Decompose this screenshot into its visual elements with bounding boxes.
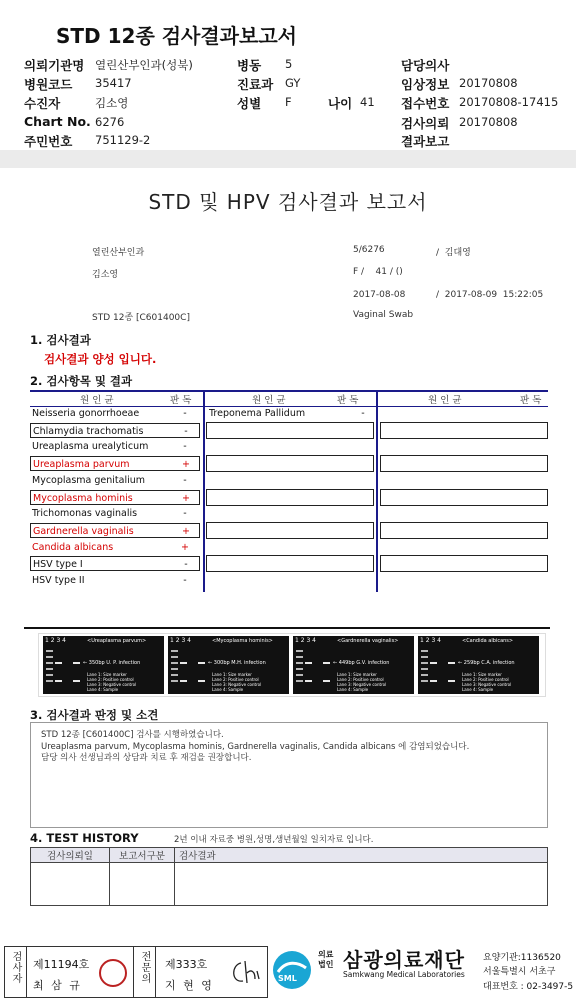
gel-band (180, 680, 187, 682)
gel-band (430, 662, 437, 664)
organism-name: Mycoplasma genitalium (32, 474, 146, 486)
gel-legend: Lane 1: Size marker Lane 2: Positive control Lane 3: Negative control Lane 4: Sample (87, 672, 137, 692)
empty-box (380, 522, 548, 539)
gel-band-label: ← 300bp M.H. infection (208, 660, 266, 666)
org-code: 요양기관:1136520 (483, 953, 561, 963)
gel-band (46, 674, 53, 676)
gel-title: <Mycoplasma hominis> (212, 638, 273, 644)
gel-lane-numbers: 1 2 3 4 (295, 637, 316, 644)
gel-rule (24, 627, 550, 629)
section4-title: 4. TEST HISTORY (30, 831, 139, 845)
sex-label: 성별 (237, 96, 262, 111)
gel-band (55, 680, 62, 682)
age-value: 41 (360, 95, 375, 109)
inspector-name: 최 삼 규 (33, 979, 82, 992)
gel-band (171, 680, 178, 682)
organism-row (30, 523, 200, 538)
gel-legend: Lane 1: Size marker Lane 2: Positive control Lane 3: Negative control Lane 4: Sample (462, 672, 512, 692)
organism-result: - (183, 408, 187, 419)
inspector-no: 제11194호 (33, 958, 90, 971)
gel-band (46, 668, 53, 670)
col2-result-header: 판 독 (337, 395, 359, 406)
dept-label: 진료과 (237, 77, 274, 92)
info-specimen: Vaginal Swab (353, 310, 414, 320)
gel-band (448, 662, 455, 664)
organism-row (30, 540, 200, 555)
empty-box (380, 455, 548, 472)
history-row (31, 863, 548, 906)
org-tel: 대표번호 : 02-3497-5 (483, 982, 574, 992)
empty-box (206, 422, 374, 439)
signature-box (4, 946, 268, 998)
opinion-line: Ureaplasma parvum, Mycoplasma hominis, Gardnerella vaginalis, Candida albicans 에 감염되었습니다. (41, 742, 470, 752)
organism-row (30, 439, 200, 454)
ward-label: 병동 (237, 58, 262, 73)
empty-box (206, 555, 374, 572)
gel-band (198, 680, 205, 682)
gel-photo (43, 636, 164, 694)
gel-band (421, 656, 428, 658)
history-table (30, 847, 548, 906)
gel-photo (168, 636, 289, 694)
reception-value: 20170808-17415 (459, 95, 559, 109)
gel-band (171, 674, 178, 676)
gel-band (296, 674, 303, 676)
organism-row (30, 556, 200, 571)
gel-band (421, 680, 428, 682)
gel-image-strip (38, 633, 546, 697)
empty-box (380, 422, 548, 439)
gel-band-label: ← 259bp C.A. infection (458, 660, 515, 666)
opinion-line: STD 12종 [C601400C] 검사를 시행하였습니다. (41, 730, 224, 740)
specialist-name: 지 현 영 (165, 979, 214, 992)
gel-band-label: ← 350bp U. P. infection (83, 660, 141, 666)
rrn-value: 751129-2 (95, 133, 151, 147)
gel-lane-numbers: 1 2 3 4 (170, 637, 191, 644)
organism-row (30, 473, 200, 488)
info-sex-age: F / 41 / () (353, 267, 403, 277)
gel-band (421, 650, 428, 652)
doctor-label: 담당의사 (401, 58, 450, 73)
age-label: 나이 (328, 96, 353, 111)
organism-name: HSV type II (32, 575, 85, 586)
col3-name-header: 원 인 균 (428, 395, 462, 406)
column-divider (203, 390, 205, 592)
organism-result: - (183, 508, 187, 520)
section1-title: 1. 검사결과 (30, 333, 91, 347)
history-header: 검사결과 (175, 848, 548, 863)
specialist-label: 전문의 (139, 951, 150, 984)
history-note: 2년 이내 자료중 병원,성명,생년월일 일치자료 입니다. (174, 835, 374, 845)
empty-box (380, 555, 548, 572)
org-address: 서울특별시 서초구 (483, 967, 556, 977)
separator-band (0, 150, 576, 168)
gel-band (46, 656, 53, 658)
gel-legend: Lane 1: Size marker Lane 2: Positive control Lane 3: Negative control Lane 4: Sample (337, 672, 387, 692)
gel-band (421, 674, 428, 676)
institution-label: 의뢰기관명 (24, 58, 85, 73)
info-test: STD 12종 [C601400C] (92, 313, 190, 323)
gel-band (296, 680, 303, 682)
organism-result: + (181, 541, 189, 553)
info-doctor: / 김대영 (436, 248, 471, 258)
info-date-to: / 2017-08-09 15:22:05 (436, 290, 544, 300)
gel-title: <Gardnerella vaginalis> (337, 638, 399, 644)
gel-band (296, 668, 303, 670)
chart-label: Chart No. (24, 114, 91, 129)
gel-band (46, 680, 53, 682)
gel-band (430, 680, 437, 682)
col1-result-header: 판 독 (170, 395, 192, 406)
organism-result: - (184, 425, 188, 437)
empty-box (206, 455, 374, 472)
organism-row (30, 456, 200, 471)
section1-result: 검사결과 양성 입니다. (44, 352, 157, 366)
organism-result: - (183, 441, 187, 453)
chart-value: 6276 (95, 115, 125, 129)
opinion-box (30, 722, 548, 828)
info-ward-chart: 5/6276 (353, 245, 385, 255)
gel-band (448, 680, 455, 682)
organism-name: Chlamydia trachomatis (33, 425, 144, 437)
gel-band (305, 680, 312, 682)
hospital-code-label: 병원코드 (24, 77, 73, 92)
gel-band (421, 662, 428, 664)
opinion-line: 담당 의사 선생님과의 상담과 치료 후 재검을 권장합니다. (41, 753, 252, 763)
gel-band (421, 668, 428, 670)
org-english: Samkwang Medical Laboratories (343, 970, 465, 979)
gel-legend: Lane 1: Size marker Lane 2: Positive control Lane 3: Negative control Lane 4: Sample (212, 672, 262, 692)
section2-title: 2. 검사항목 및 결과 (30, 374, 133, 388)
organism-row (30, 406, 200, 421)
info-date-from: 2017-08-08 (353, 290, 406, 300)
col3-result-header: 판 독 (520, 395, 542, 406)
organism-row (30, 490, 200, 505)
gel-band (296, 662, 303, 664)
patient-value: 김소영 (95, 96, 129, 110)
empty-box (206, 522, 374, 539)
organism-result: - (183, 575, 187, 586)
organism-result: + (182, 459, 190, 471)
ward-value: 5 (285, 57, 293, 71)
gel-band (171, 668, 178, 670)
organism-name: Mycoplasma hominis (33, 492, 133, 504)
empty-box (380, 489, 548, 506)
gel-title: <Ureaplasma parvum> (87, 638, 147, 644)
organism-row (30, 573, 200, 588)
organism-name: Candida albicans (32, 541, 114, 553)
organism-name: Ureaplasma urealyticum (32, 441, 149, 453)
history-cell (31, 863, 110, 906)
sex-value: F (285, 95, 292, 109)
col1-name-header: 원 인 균 (80, 395, 114, 406)
section3-title: 3. 검사결과 판정 및 소견 (30, 708, 159, 722)
organism-result: - (183, 474, 187, 486)
history-cell (110, 863, 175, 906)
dept-value: GY (285, 76, 301, 90)
gel-band (296, 650, 303, 652)
empty-box (206, 489, 374, 506)
patient-label: 수진자 (24, 96, 61, 111)
gel-photo (418, 636, 539, 694)
reception-label: 접수번호 (401, 96, 450, 111)
info-patient: 김소영 (92, 270, 119, 280)
gel-band-label: ← 449bp G.V. infection (333, 660, 390, 666)
gel-band (296, 656, 303, 658)
gel-band (171, 662, 178, 664)
organism-name: HSV type I (33, 559, 83, 571)
grid-header (30, 390, 548, 407)
rrn-label: 주민번호 (24, 134, 73, 149)
gel-photo (293, 636, 414, 694)
column-divider (376, 390, 378, 592)
info-clinic: 열린산부인과 (92, 248, 145, 258)
col2-result: - (361, 408, 365, 419)
clinical-value: 20170808 (459, 76, 518, 90)
organism-row (30, 423, 200, 438)
gel-band (180, 662, 187, 664)
history-header: 검사의뢰일 (31, 848, 110, 863)
gel-band (305, 662, 312, 664)
organism-result: - (184, 559, 188, 571)
organism-name: Neisseria gonorrhoeae (32, 408, 140, 419)
organism-name: Gardnerella vaginalis (33, 525, 134, 537)
history-header-row (31, 848, 548, 863)
organism-name: Ureaplasma parvum (33, 459, 130, 471)
divider (155, 947, 156, 997)
gel-band (46, 650, 53, 652)
clinical-label: 임상정보 (401, 77, 450, 92)
divider (26, 947, 27, 997)
org-name: 삼광의료재단 (343, 948, 465, 972)
gel-band (323, 662, 330, 664)
gel-band (171, 656, 178, 658)
col2-name-header: 원 인 균 (252, 395, 286, 406)
gel-band (55, 662, 62, 664)
col2-organism: Treponema Pallidum (209, 408, 306, 419)
signature-icon (227, 957, 263, 989)
gel-lane-numbers: 1 2 3 4 (45, 637, 66, 644)
gel-lane-numbers: 1 2 3 4 (420, 637, 441, 644)
report-label: 결과보고 (401, 134, 450, 149)
inspector-label: 검사자 (10, 951, 21, 984)
page-title: STD 12종 검사결과보고서 (56, 24, 297, 48)
gel-band (73, 680, 80, 682)
divider (133, 947, 134, 997)
sml-text: SML (278, 974, 297, 983)
sml-logo-icon (272, 950, 312, 990)
organism-name: Trichomonas vaginalis (32, 508, 138, 520)
request-label: 검사의뢰 (401, 116, 450, 131)
history-header: 보고서구분 (110, 848, 175, 863)
col2-row (206, 406, 374, 421)
organism-row (30, 506, 200, 521)
gel-band (73, 662, 80, 664)
institution-value: 열린산부인과(성북) (95, 58, 193, 72)
gel-title: <Candida albicans> (462, 638, 514, 644)
request-value: 20170808 (459, 115, 518, 129)
organism-result: + (182, 492, 190, 504)
hospital-code-value: 35417 (95, 76, 132, 90)
stamp-seal (99, 959, 127, 987)
corp-label: 의료 법인 (318, 950, 334, 969)
report-title: STD 및 HPV 검사결과 보고서 (148, 190, 428, 214)
gel-band (171, 650, 178, 652)
gel-band (198, 662, 205, 664)
specialist-no: 제333호 (165, 958, 208, 971)
history-cell (175, 863, 548, 906)
gel-band (323, 680, 330, 682)
gel-band (46, 662, 53, 664)
organism-result: + (182, 525, 190, 537)
